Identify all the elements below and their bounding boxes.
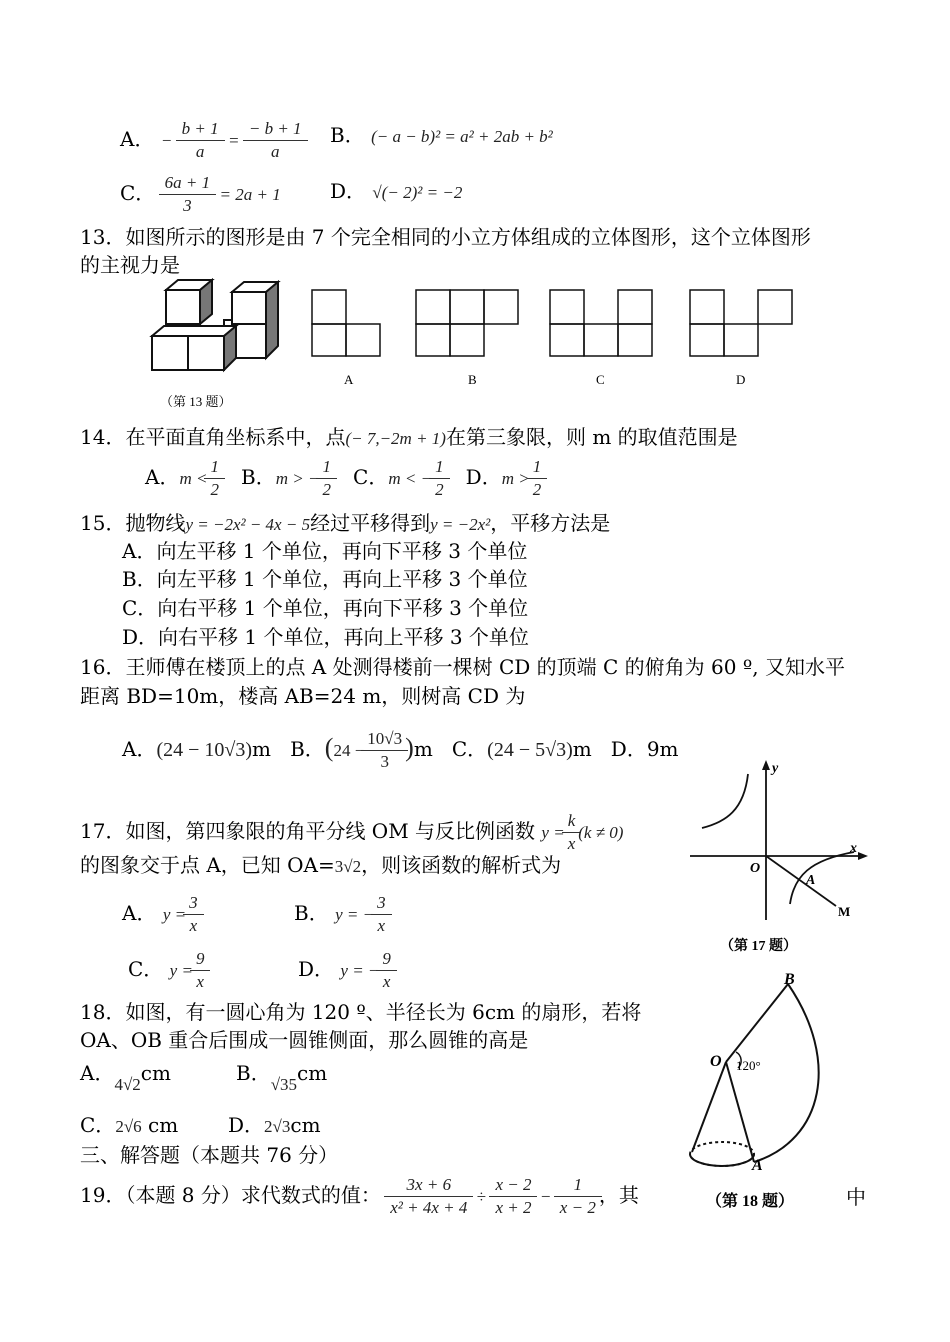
q18-figure (680, 964, 860, 1214)
q12-option-a: A． − $\frac{b + 1}{a}$ = $\frac{- b + 1}{a}$ (120, 118, 305, 163)
q19-stem: 19．（本题 8 分）求代数式的值： $\frac{3x + 6}{\text{x² + 4x + 4}}$ ÷ $\frac{x - 2}{x + 2}$ − $\frac{1}{x - 2}$ ，其 (80, 1175, 639, 1217)
q15-option-d: D．向右平移 1 个单位，再向上平移 3 个单位 (122, 625, 529, 649)
arc-ab (754, 984, 819, 1162)
q16-option-b: B．(24 − $\frac{10√3}{3}$ )m (290, 729, 433, 771)
q14-option-c: C．m < − $\frac{1}{2}$ (353, 465, 447, 489)
q18-caption: （第 18 题） (706, 1193, 795, 1210)
q13-stem-line2: 的主视力是 (80, 253, 180, 277)
section-3-title: 三、解答题（本题共 76 分） (80, 1143, 339, 1167)
q13-stem-line1: 13．如图所示的图形是由 7 个完全相同的小立方体组成的立体图形，这个立体图形 (80, 225, 811, 249)
q14-stem: 14．在平面直角坐标系中，点(− 7,−2m + 1)在第三象限，则 m 的取值范围是 (80, 425, 738, 449)
q17-figure (686, 756, 876, 960)
q16-stem-line1: 16．王师傅在楼顶上的点 A 处测得楼前一棵树 CD 的顶端 C 的俯角为 60 º, 又知水平 (80, 655, 845, 679)
bisector-om (766, 856, 836, 906)
svg-text:x: x (850, 841, 857, 856)
q13-caption: （第 13 题） (160, 394, 232, 409)
q17-option-d: D． y = − $\frac{9}{x}$ (298, 948, 394, 993)
q18-option-d: D．2√3cm (228, 1113, 321, 1137)
q13-figure (140, 278, 804, 414)
q13-option-c-shape (550, 290, 652, 356)
q17-caption: （第 17 题） (720, 939, 797, 954)
q14-option-b: B．m > − $\frac{1}{2}$ (241, 465, 334, 489)
svg-text:120°: 120° (736, 1058, 761, 1073)
q18-option-b: B．$_{√35}$cm (236, 1061, 328, 1094)
q17-option-a: A． y = $\frac{3}{x}$ (122, 892, 201, 937)
svg-text:A: A (806, 873, 816, 888)
q19-tail: 中 (846, 1185, 866, 1209)
q13-option-d-shape (690, 290, 792, 356)
q16-option-a: A．(24 − 10√3)m (122, 737, 271, 761)
cone-left-edge (692, 1062, 726, 1152)
cone-right-edge (726, 1062, 754, 1162)
q13-option-b-label: B (468, 372, 477, 387)
radius-ob (726, 984, 788, 1062)
q18-stem-line2: OA、OB 重合后围成一圆锥侧面，那么圆锥的高是 (80, 1028, 529, 1052)
svg-text:B: B (784, 971, 795, 988)
cube-stack-icon (152, 280, 278, 370)
q17-stem: 17．如图，第四象限的角平分线 OM 与反比例函数 y = $\frac{k}{x}$ (k ≠ 0) (80, 811, 624, 853)
q13-option-c-label: C (596, 372, 605, 387)
q14-option-a: A．m < $\frac{1}{2}$ (145, 465, 222, 489)
q14-options (145, 456, 544, 501)
q15-option-a: A．向左平移 1 个单位，再向下平移 3 个单位 (122, 539, 528, 563)
svg-text:A: A (752, 1157, 763, 1174)
q13-option-a-label: A (344, 372, 354, 387)
q18-option-c: C．2√6 cm (80, 1113, 179, 1137)
q17-option-b: B． y = − $\frac{3}{x}$ (294, 892, 389, 937)
q15-stem: 15．抛物线y = −2x² − 4x − 5经过平移得到y = −2x²，平移方法是 (80, 511, 611, 535)
q12-option-c: C． $\frac{6a + 1}{3}$ = 2a + 1 (120, 173, 281, 215)
q13-option-a-shape (312, 290, 380, 356)
svg-text:O: O (750, 861, 761, 876)
q18-option-a: A．$_{4√2}$cm (80, 1061, 171, 1094)
q16-stem-line2: 距离 BD=10m，楼高 AB=24 m，则树高 CD 为 (80, 684, 526, 708)
q13-option-b-shape (416, 290, 518, 356)
q17-stem-line2: 的图象交于点 A，已知 OA=3√2，则该函数的解析式为 (80, 853, 562, 877)
q14-option-d: D．m > $\frac{1}{2}$ (466, 465, 545, 489)
q16-options (122, 728, 679, 773)
q15-option-b: B．向左平移 1 个单位，再向上平移 3 个单位 (122, 567, 528, 591)
q16-option-c: C．(24 − 5√3)m (451, 737, 592, 761)
svg-text:M: M (838, 904, 851, 919)
svg-text:y: y (772, 761, 779, 776)
q17-option-c: C． y = $\frac{9}{x}$ (128, 948, 207, 993)
q16-option-d: D．9m (610, 737, 679, 761)
hyperbola-branch-upper (702, 774, 748, 828)
svg-text:O: O (710, 1053, 722, 1070)
q18-stem-line1: 18．如图，有一圆心角为 120 º、半径长为 6cm 的扇形，若将 (80, 1000, 642, 1024)
q13-option-d-label: D (736, 372, 746, 387)
q12-option-d: D． √(− 2)² = −2 (330, 179, 463, 203)
q12-option-b: B． (− a − b)² = a² + 2ab + b² (330, 123, 553, 147)
q15-option-c: C．向右平移 1 个单位，再向下平移 3 个单位 (122, 596, 529, 620)
